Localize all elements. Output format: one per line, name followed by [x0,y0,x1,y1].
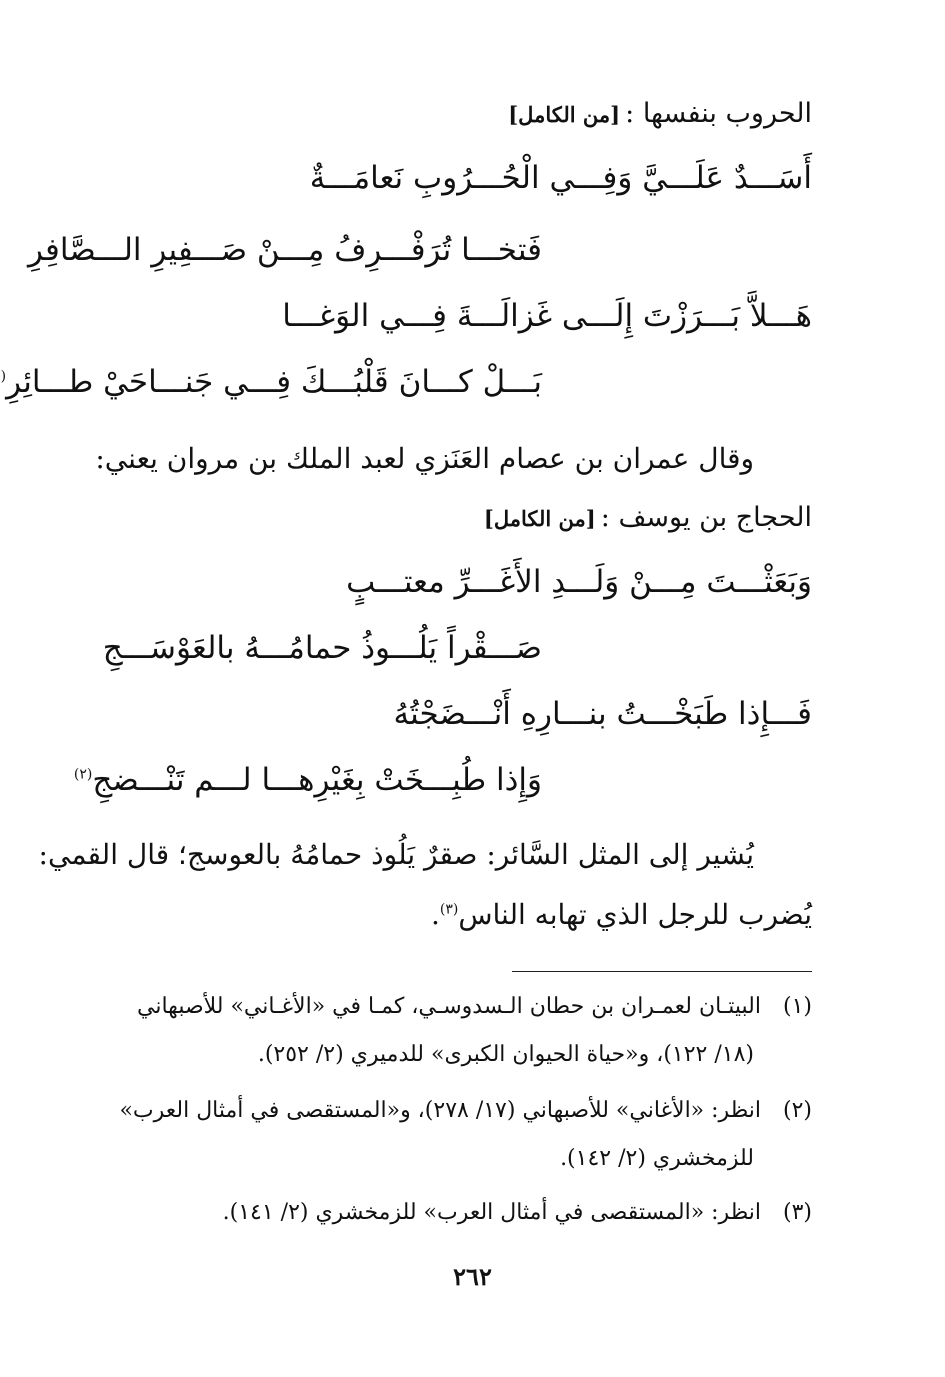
verse-text: وَإِذا طُبِـــخَتْ بِغَيْرِهـــا لـــم تَنْـــضجِ [92,762,542,798]
verse-text: فَتخـــا تُرَفْـــرِفُ مِـــنْ صَـــفِيرِ الـــصَّافِرِ [27,232,542,268]
commentary-end: . [430,898,440,931]
narration-text: وقال عمران بن عصام العَنَزي لعبد الملك بن مروان يعني: [95,442,754,475]
footnote-ref[interactable]: ( [0,368,7,385]
footnote-text: (١٨/ ١٢٢)، و«حياة الحيوان الكبرى» للدميري (٢/ ٢٥٢). [257,1042,754,1067]
verse-text: بَـــلْ كـــانَ قَلْبُـــكَ فِـــي جَنـــاحَيْ طـــائِرِ [6,364,542,400]
verse-text: أَسَـــدٌ عَلَـــيَّ وَفِـــي الْحُـــرُوبِ نَعامَـــةٌ [309,160,812,196]
verse-line [103,630,542,666]
intro-line [508,98,812,129]
footnote-text: انظر: «الأغاني» للأصبهاني (١٧/ ٢٧٨)، و«المستقصى في أمثال العرب» [119,1098,761,1123]
meter-label: [من الكامل] [508,102,621,127]
narration-lead: الحجاج بن يوسف : [600,502,812,533]
verse-text: صَـــقْراً يَلُـــوذُ حمامُـــهُ بالعَوْسَـــجِ [102,630,542,666]
footnote-separator [512,971,812,972]
meter-label: [من الكامل] [483,506,596,531]
footnote-ref[interactable]: (٣) [439,901,459,918]
verse-text: فَـــإِذا طَبَخْـــتُ بنـــارِهِ أَنْـــضَجْتُهُ [393,696,812,732]
footnote-item [137,994,812,1019]
verse-line [74,762,542,798]
verse-line [28,232,542,268]
footnote-item [119,1098,812,1123]
commentary-text: يُضرب للرجل الذي تهابه الناس [458,898,812,931]
footnote-text: البيتـان لعمـران بن حطان الـسدوسـي، كمـا في «الأغـاني» للأصبهاني [137,994,761,1019]
narration-line [95,442,754,475]
footnote-number: (٣) [782,1200,812,1225]
commentary-line [431,898,812,931]
commentary-line [39,838,754,871]
footnote-number: (٢) [782,1098,812,1123]
footnote-number: (١) [782,994,812,1019]
footnote-text: انظر: «المستقصى في أمثال العرب» للزمخشري (٢/ ١٤١). [222,1200,761,1225]
footnote-continuation [258,1042,754,1067]
footnote-continuation [560,1146,754,1171]
commentary-text: يُشير إلى المثل السَّائر: صقرٌ يَلُوذ حمامُهُ بالعوسج؛ قال القمي: [38,838,754,871]
verse-line [346,564,812,600]
verse-text: هَـــلاَّ بَـــرَزْتَ إِلَـــى غَزالَـــةَ فِـــي الوَغـــا [282,298,812,334]
footnote-text: للزمخشري (٢/ ١٤٢). [560,1146,754,1171]
verse-line [282,298,812,334]
page-number: ٢٦٢ [453,1262,492,1291]
footnote-item [223,1200,812,1225]
intro-lead: الحروب بنفسها : [625,98,812,129]
verse-line [394,696,812,732]
narration-line [484,502,812,533]
verse-line [310,160,812,196]
verse-text: وَبَعَثْـــتَ مِـــنْ وَلَـــدِ الأَغَـــرِّ معتـــبٍ [346,564,812,600]
verse-line [0,364,542,400]
footnote-ref[interactable]: (٢) [73,766,93,783]
